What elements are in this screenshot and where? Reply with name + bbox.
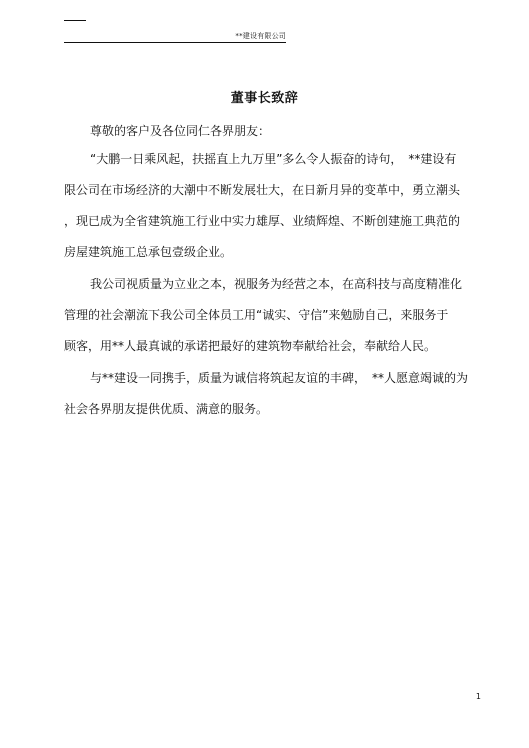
paragraph-line: “大鹏一日乘风起，扶摇直上九万里”多么令人振奋的诗句， **建设有 (90, 152, 457, 166)
paragraph-line: 限公司在市场经济的大潮中不断发展壮大，在日新月异的变革中，勇立潮头 (64, 183, 461, 197)
paragraph-line: 房屋建筑施工总承包壹级企业。 (64, 245, 233, 259)
paragraph-line: 顾客，用**人最真诚的承诺把最好的建筑物奉献给社会，奉献给人民。 (64, 339, 437, 353)
document-title: 董事长致辞 (230, 91, 299, 106)
page-header (64, 32, 286, 43)
page-number: 1 (475, 692, 481, 701)
paragraph-line: 我公司视质量为立业之本，视服务为经营之本，在高科技与高度精准化 (90, 277, 463, 291)
header-company-name: **建设有限公司 (235, 32, 286, 40)
paragraph-line: ，现已成为全省建筑施工行业中实力雄厚、业绩辉煌、不断创建施工典范的 (64, 214, 461, 228)
header-short-rule (64, 20, 86, 21)
paragraph-line: 社会各界朋友提供优质、满意的服务。 (64, 402, 269, 416)
salutation: 尊敬的客户及各位同仁各界朋友： (90, 124, 271, 138)
paragraph-line: 与**建设一同携手，质量为诚信将筑起友谊的丰碑， **人愿意竭诚的为 (90, 371, 469, 385)
paragraph-line: 管理的社会潮流下我公司全体员工用“诚实、守信”来勉励自己，来服务于 (64, 308, 449, 322)
